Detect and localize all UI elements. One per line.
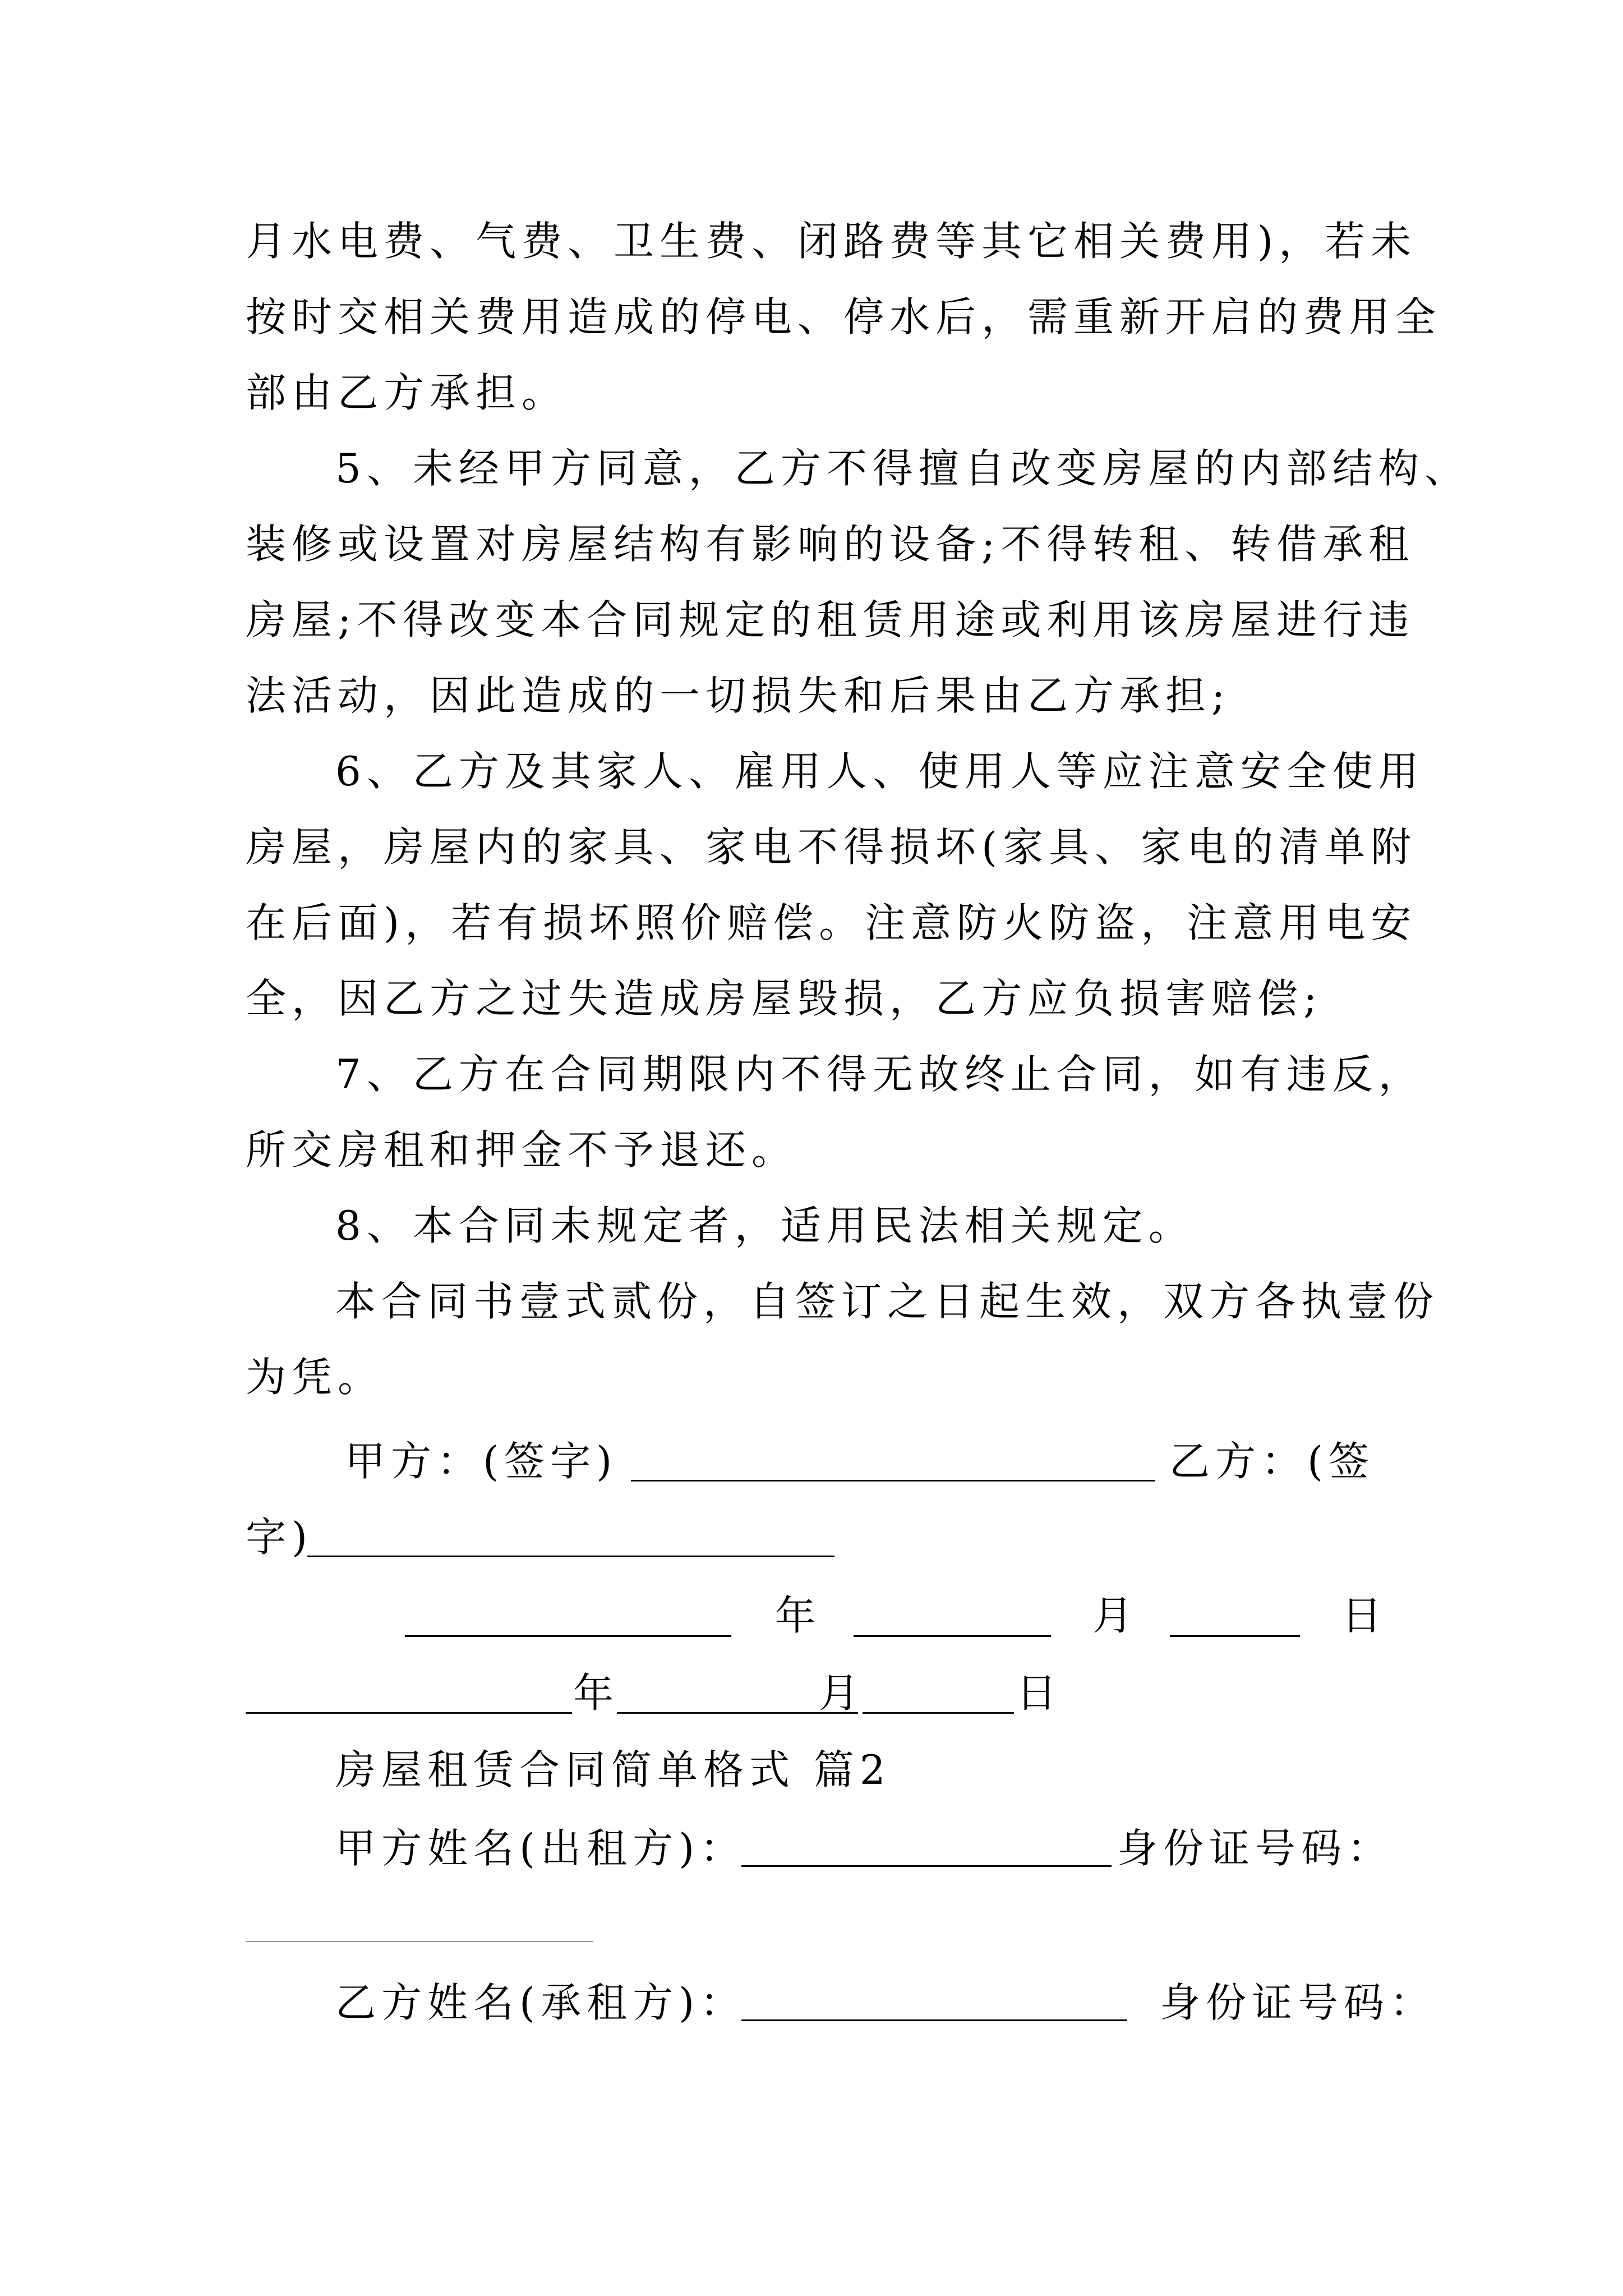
lessor-id-label: 身份证号码： bbox=[1117, 1825, 1394, 1872]
lessor-id-line bbox=[246, 1941, 593, 1942]
lessee-name-label: 乙方姓名(承租方)： bbox=[335, 1979, 746, 2026]
lessee-name-line bbox=[741, 2019, 1127, 2021]
paragraph-line: 装修或设置对房屋结构有影响的设备;不得转租、转借承租 bbox=[246, 521, 1415, 568]
party-b-sign-label-cont: 字) bbox=[246, 1513, 313, 1561]
paragraph-line: 全，因乙方之过失造成房屋毁损，乙方应负损害赔偿; bbox=[246, 975, 1323, 1022]
lessor-name-label: 甲方姓名(出租方)： bbox=[335, 1825, 746, 1872]
paragraph-line: 部由乙方承担。 bbox=[246, 369, 568, 416]
date-year-line bbox=[405, 1635, 731, 1637]
date-day-label-2: 日 bbox=[1016, 1669, 1063, 1717]
paragraph-line: 月水电费、气费、卫生费、闭路费等其它相关费用)，若未 bbox=[246, 218, 1417, 265]
date-month-label: 月 bbox=[1092, 1592, 1139, 1639]
paragraph-line: 为凭。 bbox=[246, 1354, 384, 1401]
party-a-sign-label: 甲方：(签字) bbox=[345, 1438, 618, 1485]
copies-line: 本合同书壹式贰份，自签订之日起生效，双方各执壹份 bbox=[335, 1278, 1440, 1325]
clause-7-line: 7、乙方在合同期限内不得无故终止合同，如有违反， bbox=[335, 1051, 1424, 1098]
date-month-line bbox=[854, 1635, 1051, 1637]
date-year-label-2: 年 bbox=[573, 1669, 620, 1717]
date-day-line-2 bbox=[863, 1712, 1014, 1714]
paragraph-line: 在后面)，若有损坏照价赔偿。注意防火防盗，注意用电安 bbox=[246, 899, 1417, 946]
date-year-line-2 bbox=[246, 1712, 572, 1714]
paragraph-line: 房屋，房屋内的家具、家电不得损坏(家具、家电的清单附 bbox=[246, 823, 1417, 871]
date-year-label: 年 bbox=[775, 1592, 822, 1639]
paragraph-line: 法活动，因此造成的一切损失和后果由乙方承担; bbox=[246, 672, 1231, 719]
date-day-label: 日 bbox=[1341, 1592, 1388, 1639]
party-b-sign-label: 乙方：(签 bbox=[1169, 1438, 1375, 1485]
clause-5-line: 5、未经甲方同意，乙方不得擅自改变房屋的内部结构、 bbox=[335, 445, 1470, 492]
clause-8-line: 8、本合同未规定者，适用民法相关规定。 bbox=[335, 1202, 1195, 1249]
paragraph-line: 房屋;不得改变本合同规定的租赁用途或利用该房屋进行违 bbox=[246, 596, 1415, 643]
party-a-sign-line bbox=[631, 1480, 1155, 1481]
paragraph-line: 按时交相关费用造成的停电、停水后，需重新开启的费用全 bbox=[246, 293, 1442, 341]
date-month-label-2: 月 bbox=[819, 1669, 865, 1717]
paragraph-line: 所交房租和押金不予退还。 bbox=[246, 1126, 798, 1174]
party-b-sign-line bbox=[307, 1556, 834, 1557]
section-title: 房屋租赁合同简单格式 篇2 bbox=[335, 1746, 891, 1793]
lessee-id-label: 身份证号码： bbox=[1160, 1979, 1436, 2026]
lessor-name-line bbox=[741, 1865, 1112, 1867]
clause-6-line: 6、乙方及其家人、雇用人、使用人等应注意安全使用 bbox=[335, 748, 1424, 795]
date-day-line bbox=[1170, 1635, 1300, 1637]
